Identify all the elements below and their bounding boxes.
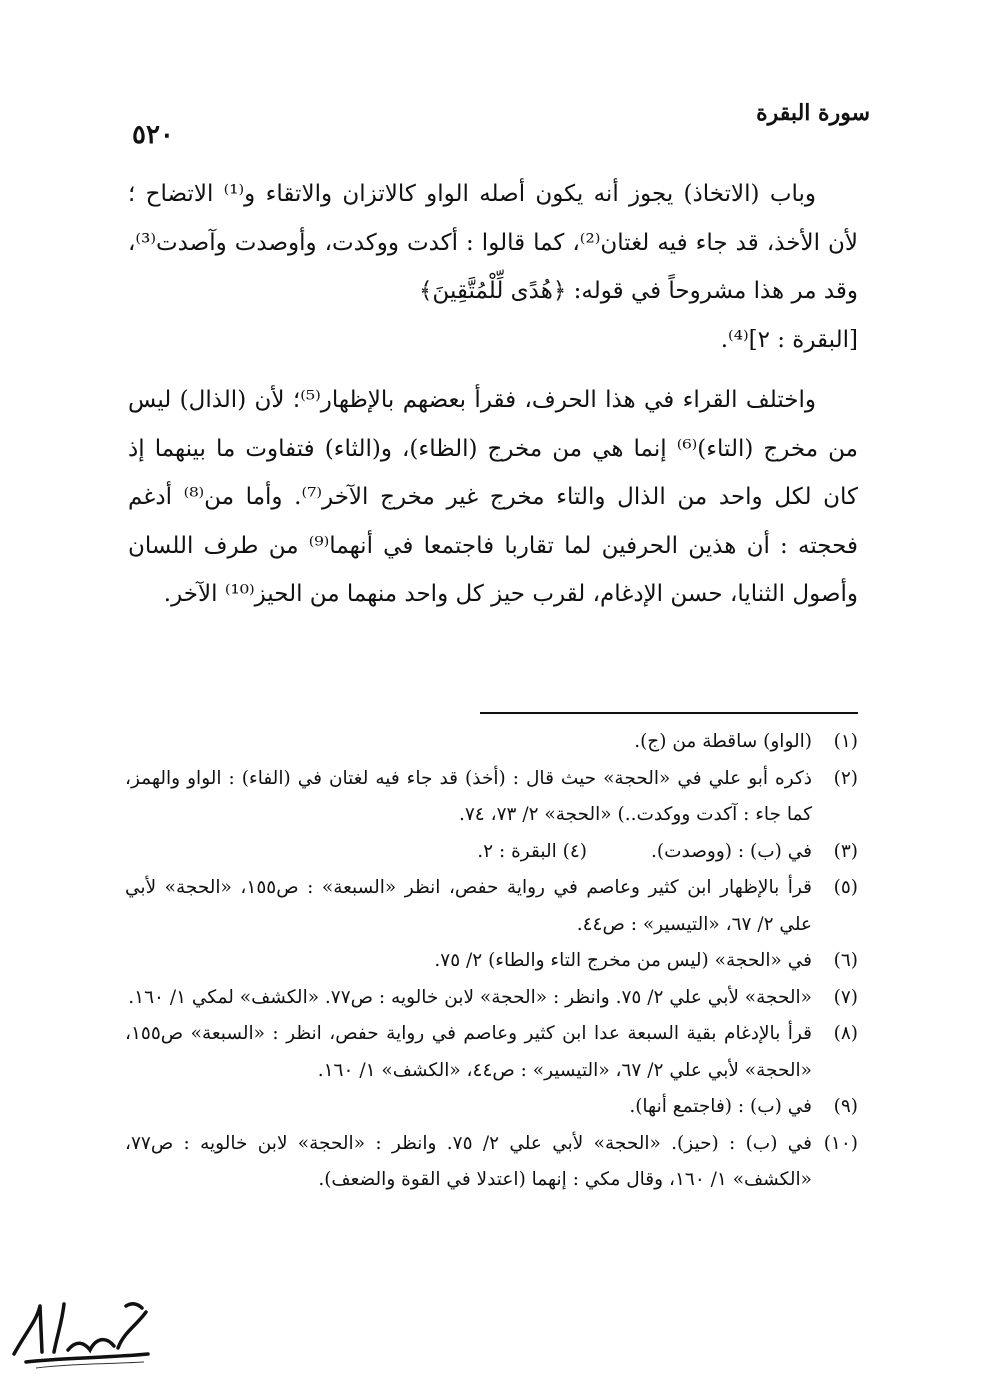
footnote-number: (١٠): [823, 1132, 858, 1154]
footnote-number: (٧): [833, 986, 858, 1008]
footnote-number: (٥): [833, 877, 858, 898]
footnote-text: في (ب) : (حيز). «الحجة» لأبي علي ٢/ ٧٥. وانظر : «الحجة» لابن خالويه : ص٧٧، «الكشف» ١/ ١٦٠، وقال مكي : إنهما (اعتدلا في القوة والضعف).: [125, 1132, 812, 1190]
footnote-item: [125, 834, 858, 871]
paragraph-1-citation: [البقرة : ٢]⁽⁴⁾.: [720, 326, 858, 353]
footnote-text: في (ب) : (ووصدت).: [650, 840, 812, 862]
paragraph-2: واختلف القراء في هذا الحرف، فقرأ بعضهم بالإظهار⁽⁵⁾؛ لأن (الذال) ليس من مخرج (التاء)⁽⁶⁾ إنما هي من مخرج (الظاء)، و(الثاء) فتفاوت ما بينهما إذ كان لكل واحد من الذال والتاء مخرج غير مخرج الآخر⁽⁷⁾. وأما من⁽⁸⁾ أدغم فحجته : أن هذين الحرفين لما تقاربا فاجتمعا في أنهما⁽⁹⁾ من طرف اللسان وأصول الثنايا، حسن الإدغام، لقرب حيز كل واحد منهما من الحيز⁽¹⁰⁾ الآخر.: [128, 387, 858, 607]
footnote-number: (٨): [833, 1023, 858, 1044]
footnote-text: قرأ بالإظهار ابن كثير وعاصم في رواية حفص، انظر «السبعة» : ص١٥٥، «الحجة» لأبي علي ٢/ ٦٧، «التيسير» : ص٤٤.: [125, 877, 812, 935]
footnote-number: (٣): [833, 840, 858, 862]
footnote-item: [125, 1016, 858, 1089]
footnote-text: في (ب) : (فاجتمع أنها).: [629, 1096, 812, 1117]
footnote-item: [125, 724, 858, 761]
watermark-logo: [6, 1292, 156, 1372]
page-header: [120, 92, 870, 162]
footnote-divider: [480, 712, 858, 714]
main-text: [128, 170, 858, 619]
footnote-item: [125, 1089, 858, 1126]
footnote-text: «الحجة» لأبي علي ٢/ ٧٥. وانظر : «الحجة» لابن خالويه : ص٧٧. «الكشف» لمكي ١/ ١٦٠.: [128, 986, 812, 1008]
footnote-number: (١): [833, 731, 858, 752]
footnote-text: في «الحجة» (ليس من مخرج التاء والطاء) ٢/ ٧٥.: [434, 950, 812, 971]
surah-title: سورة البقرة: [756, 100, 870, 126]
page-number: ٥٢٠: [132, 120, 174, 150]
paragraph-1: وباب (الاتخاذ) يجوز أنه يكون أصله الواو كالاتزان والاتقاء و⁽¹⁾ الاتضاح ؛ لأن الأخذ، قد جاء فيه لغتان⁽²⁾، كما قالوا : أكدت ووكدت، وأوصدت وآصدت⁽³⁾، وقد مر هذا مشروحاً في قوله: ﴿هُدًى لِّلْمُتَّقِينَ﴾: [128, 181, 859, 304]
footnote-item: [125, 1126, 858, 1199]
footnote-text: قرأ بالإدغام بقية السبعة عدا ابن كثير وعاصم في رواية حفص، انظر : «السبعة» ص١٥٥، «الحجة» لأبي علي ٢/ ٦٧، «التيسير» : ص٤٤، «الكشف» ١/ ١٦٠.: [125, 1023, 812, 1081]
footnote-item: [125, 980, 858, 1017]
footnote-text: (٤) البقرة : ٢.: [477, 840, 587, 862]
footnote-number: (٩): [833, 1096, 858, 1117]
footnote-text: ذكره أبو علي في «الحجة» حيث قال : (أخذ) قد جاء فيه لغتان في (الفاء) : الواو والهمز، كما جاء : آكدت ووكدت..) «الحجة» ٢/ ٧٣، ٧٤.: [125, 767, 812, 825]
footnote-text-pair: [125, 834, 812, 871]
footnote-item: [125, 870, 858, 943]
footnote-number: (٢): [833, 767, 858, 789]
footnote-item: [125, 761, 858, 834]
footnote-item: [125, 943, 858, 980]
footnotes: [125, 724, 858, 1199]
footnote-text: (الواو) ساقطة من (ج).: [634, 731, 812, 752]
footnote-number: (٦): [833, 950, 858, 971]
